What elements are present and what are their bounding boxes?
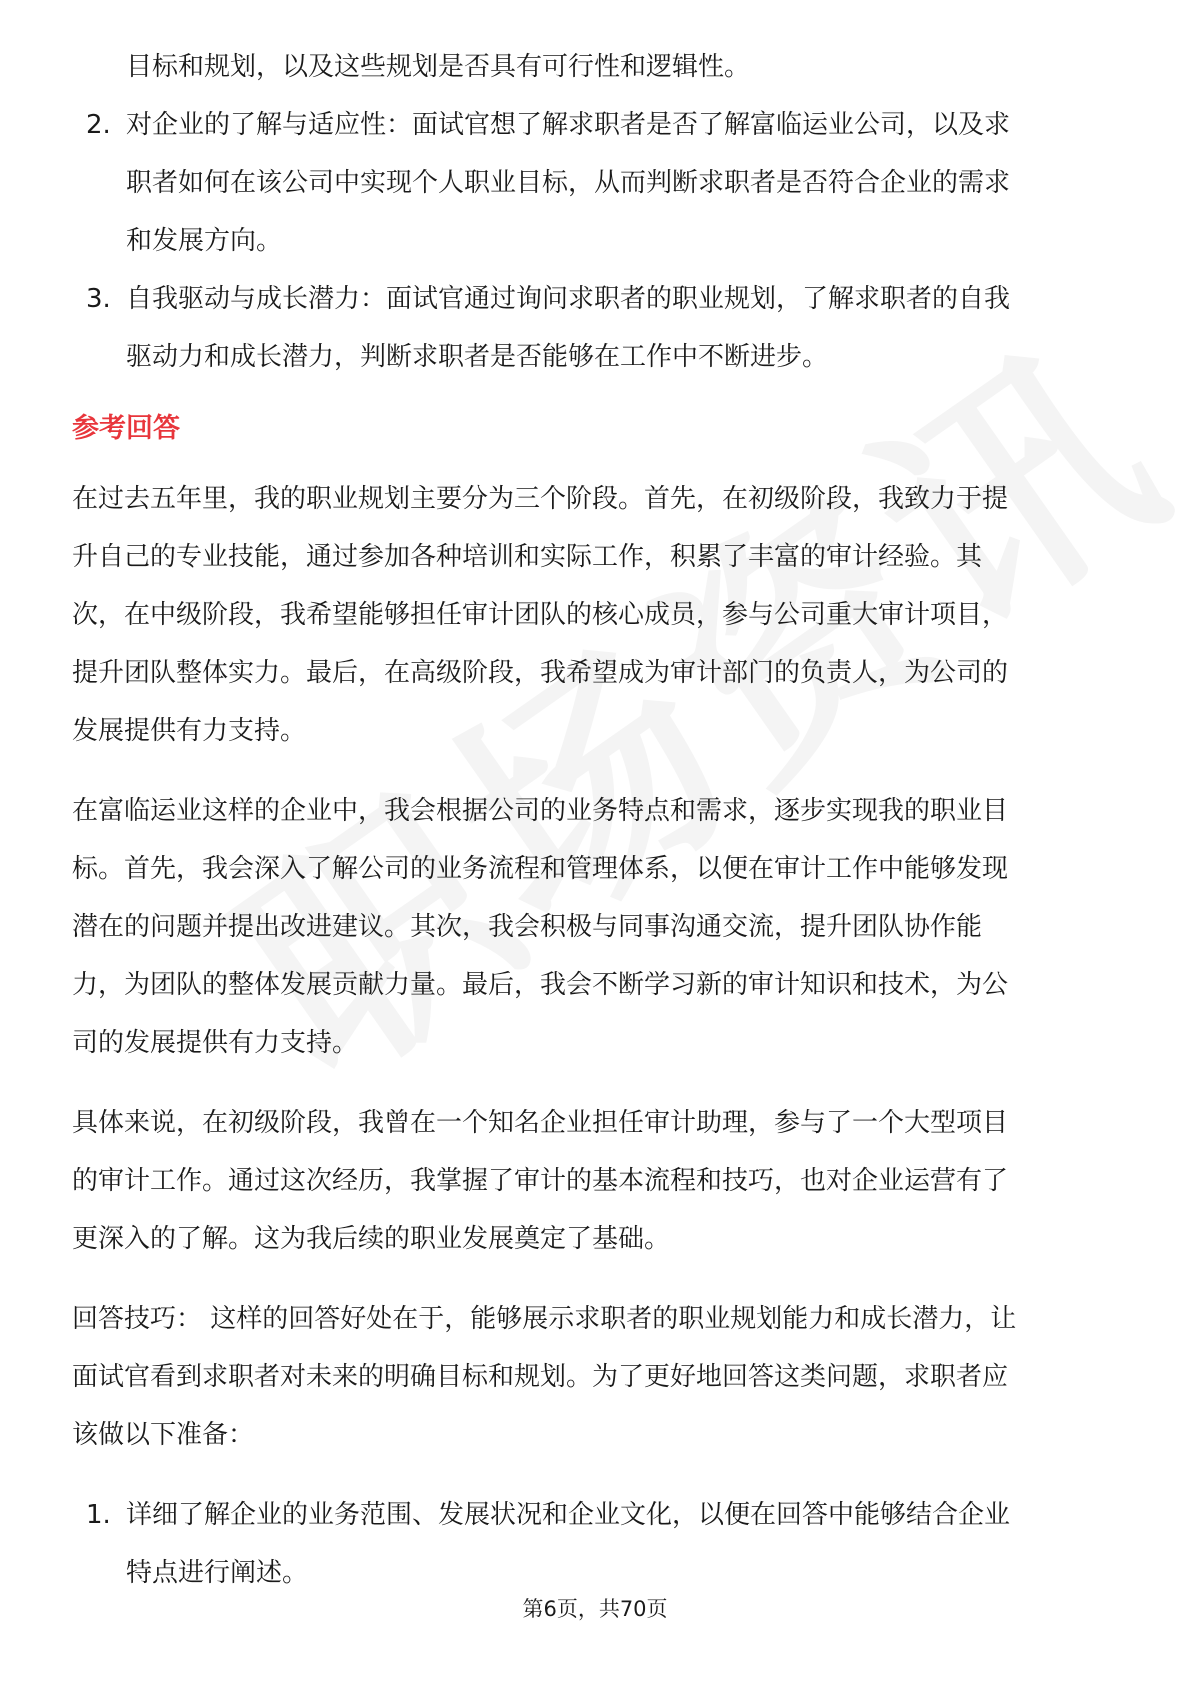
- paragraph-1: [72, 470, 1122, 760]
- list-text: 职者如何在该公司中实现个人职业目标，从而判断求职者是否符合企业的需求: [126, 168, 1011, 198]
- paragraph-line: 回答技巧： 这样的回答好处在于，能够展示求职者的职业规划能力和成长潜力，让: [72, 1304, 1017, 1334]
- paragraph-line: 次，在中级阶段，我希望能够担任审计团队的核心成员，参与公司重大审计项目，: [72, 600, 1009, 630]
- list-number: 1.: [86, 1500, 111, 1530]
- paragraph-line: 更深入的了解。这为我后续的职业发展奠定了基础。: [72, 1224, 671, 1254]
- paragraph-line: 力，为团队的整体发展贡献力量。最后，我会不断学习新的审计知识和技术，为公: [72, 970, 1009, 1000]
- paragraph-line: 的审计工作。通过这次经历，我掌握了审计的基本流程和技巧，也对企业运营有了: [72, 1166, 1009, 1196]
- list-bottom: [72, 1486, 1122, 1602]
- paragraph-line: 标。首先，我会深入了解公司的业务流程和管理体系，以便在审计工作中能够发现: [72, 854, 1009, 884]
- paragraph-line: 面试官看到求职者对未来的明确目标和规划。为了更好地回答这类问题，求职者应: [72, 1362, 1009, 1392]
- list-item-1: [72, 1486, 1122, 1602]
- paragraph-line: 发展提供有力支持。: [72, 716, 307, 746]
- paragraph-line: 潜在的问题并提出改进建议。其次，我会积极与同事沟通交流，提升团队协作能: [72, 912, 983, 942]
- paragraph-line: 司的发展提供有力支持。: [72, 1028, 359, 1058]
- page-footer: 第6页，共70页: [522, 1597, 668, 1621]
- paragraph-answer-tips: [72, 1290, 1122, 1464]
- paragraph-line: 升自己的专业技能，通过参加各种培训和实际工作，积累了丰富的审计经验。其: [72, 542, 983, 572]
- list-item-3: [72, 270, 1122, 386]
- document-body: [72, 38, 1122, 1602]
- list-text: 详细了解企业的业务范围、发展状况和企业文化，以便在回答中能够结合企业: [126, 1500, 1011, 1530]
- intro-continuation: 目标和规划，以及这些规划是否具有可行性和逻辑性。: [126, 52, 751, 82]
- paragraph-line: 提升团队整体实力。最后，在高级阶段，我希望成为审计部门的负责人，为公司的: [72, 658, 1009, 688]
- paragraph-line: 该做以下准备：: [72, 1420, 255, 1450]
- list-text: 特点进行阐述。: [126, 1558, 309, 1588]
- list-number: 3.: [86, 284, 111, 314]
- list-text: 和发展方向。: [126, 226, 283, 256]
- list-top: [72, 96, 1122, 386]
- list-text: 对企业的了解与适应性：面试官想了解求职者是否了解富临运业公司，以及求: [126, 110, 1011, 140]
- paragraph-3: [72, 1094, 1122, 1268]
- section-heading: 参考回答: [72, 413, 180, 444]
- list-number: 2.: [86, 110, 111, 140]
- paragraph-line: 在过去五年里，我的职业规划主要分为三个阶段。首先，在初级阶段，我致力于提: [72, 484, 1009, 514]
- list-text: 自我驱动与成长潜力：面试官通过询问求职者的职业规划，了解求职者的自我: [126, 284, 1011, 314]
- paragraph-line: 在富临运业这样的企业中，我会根据公司的业务特点和需求，逐步实现我的职业目: [72, 796, 1009, 826]
- paragraph-line: 具体来说，在初级阶段，我曾在一个知名企业担任审计助理，参与了一个大型项目: [72, 1108, 1009, 1138]
- paragraph-2: [72, 782, 1122, 1072]
- list-item-2: [72, 96, 1122, 270]
- list-text: 驱动力和成长潜力，判断求职者是否能够在工作中不断进步。: [126, 342, 829, 372]
